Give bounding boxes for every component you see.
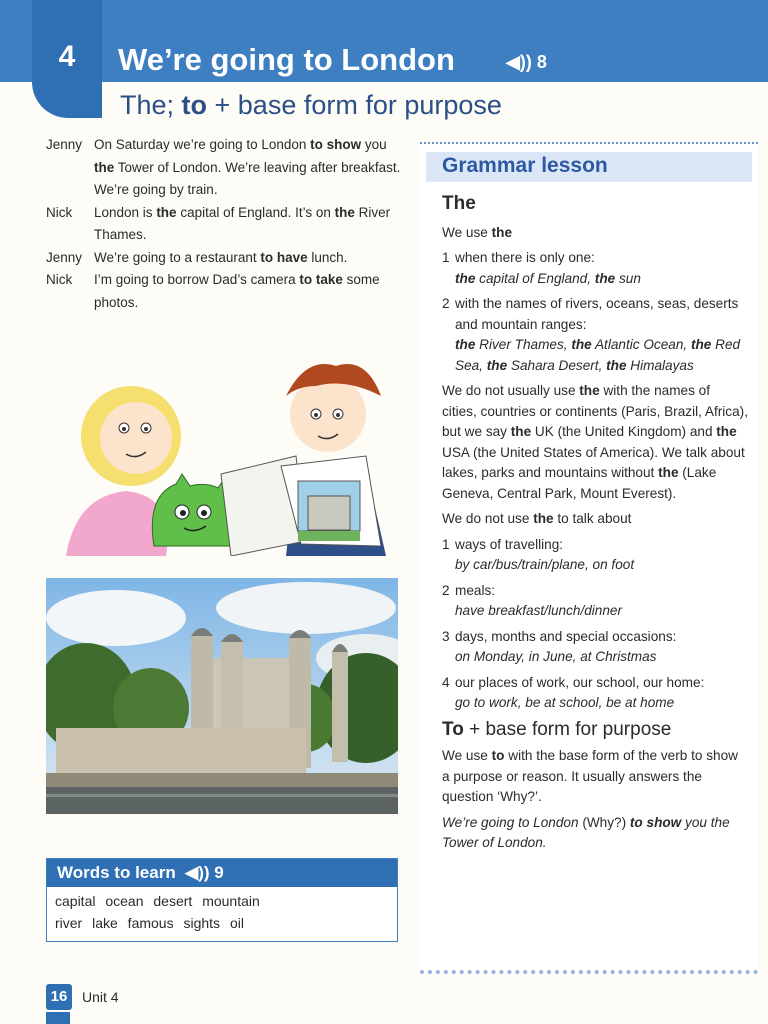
do-not-use-list: [442, 535, 748, 714]
rule-item: 2 meals: have breakfast/lunch/dinner: [442, 581, 748, 622]
rule-item: 1 when there is only one: the capital of England, the sun: [442, 248, 748, 289]
dialogue-text: On Saturday we’re going to London to show you the Tower of London. We’re leaving after breakfast. We’re going by train.: [94, 137, 401, 197]
rule-item: 3 days, months and special occasions: on Monday, in June, at Christmas: [442, 627, 748, 668]
page-edge-tab: [46, 1012, 70, 1024]
words-to-learn-heading: Words to learn ◀)) 9: [47, 859, 397, 887]
do-not-use-line: We do not use the to talk about: [442, 511, 632, 526]
to-explanation: We use to with the base form of the verb to show a purpose or reason. It usually answers the question ‘Why?’.: [442, 748, 738, 804]
to-heading: To + base form for purpose: [442, 718, 672, 740]
the-heading: The: [442, 193, 476, 214]
grammar-lesson-panel: [420, 142, 758, 974]
rule-item: 4 our places of work, our school, our home: go to work, be at school, be at home: [442, 673, 748, 714]
dialogue-text: We’re going to a restaurant to have lunch.: [94, 249, 348, 265]
we-use-line: We use the: [442, 224, 513, 240]
words-list-line: capital ocean desert mountain: [55, 893, 260, 909]
audio-track-number: 9: [214, 863, 224, 882]
speaker-name: Jenny: [46, 137, 83, 152]
speaker-icon[interactable]: ◀)): [180, 863, 210, 882]
page-subtitle: The; to + base form for purpose: [120, 90, 502, 120]
dialogue-line: [46, 247, 406, 270]
rule-item: 1 ways of travelling: by car/bus/train/plane, on foot: [442, 535, 748, 576]
cartoon-illustration: [46, 356, 400, 556]
page-title: We’re going to London: [118, 42, 455, 77]
rule-item: 2 with the names of rivers, oceans, seas, deserts and mountain ranges: the River Thames, the Atlantic Ocean, the Red Sea, the Sahara Desert, the Himalayas: [442, 294, 748, 376]
rule-example: the capital of England, the sun: [455, 270, 641, 286]
page-number: 16: [46, 984, 72, 1010]
dialogue: [46, 134, 406, 314]
grammar-content: [442, 194, 748, 859]
rule-example: the River Thames, the Atlantic Ocean, the Red Sea, the Sahara Desert, the Himalayas: [455, 337, 741, 373]
dialogue-line: [46, 134, 406, 202]
dialogue-text: London is the capital of England. It’s on the River Thames.: [94, 204, 391, 242]
words-to-learn-box: [46, 858, 398, 942]
words-list-line: river lake famous sights oil: [55, 915, 244, 931]
rule-example: have breakfast/lunch/dinner: [455, 603, 623, 618]
unit-number: 4: [58, 40, 76, 73]
dialogue-line: [46, 202, 406, 247]
page-unit-label: Unit 4: [82, 989, 119, 1005]
speaker-icon: ◀)): [506, 52, 532, 72]
dialogue-line: [46, 269, 406, 314]
speaker-name: Nick: [46, 204, 73, 220]
tower-of-london-photo: [46, 578, 398, 814]
audio-track-badge[interactable]: [506, 52, 547, 73]
to-example: We’re going to London (Why?) to show you the Tower of London.: [442, 814, 730, 850]
audio-track-number: 8: [536, 52, 547, 72]
not-usually-paragraph: We do not usually use the with the names of cities, countries or continents (Paris, Brazil, Africa), but we say the UK (the United Kingdom) and the USA (the United States of America). We talk about lakes, parks and mountains without the (Lake Geneva, Central Park, Mount Everest).: [442, 383, 748, 501]
dialogue-text: I’m going to borrow Dad’s camera to take some photos.: [94, 272, 380, 310]
grammar-lesson-heading: Grammar lesson: [426, 152, 752, 182]
rule-example: go to work, be at school, be at home: [455, 695, 675, 710]
rule-example: on Monday, in June, at Christmas: [455, 649, 657, 664]
speaker-name: Jenny: [46, 249, 83, 265]
speaker-name: Nick: [46, 272, 73, 287]
rule-example: by car/bus/train/plane, on foot: [455, 557, 635, 572]
